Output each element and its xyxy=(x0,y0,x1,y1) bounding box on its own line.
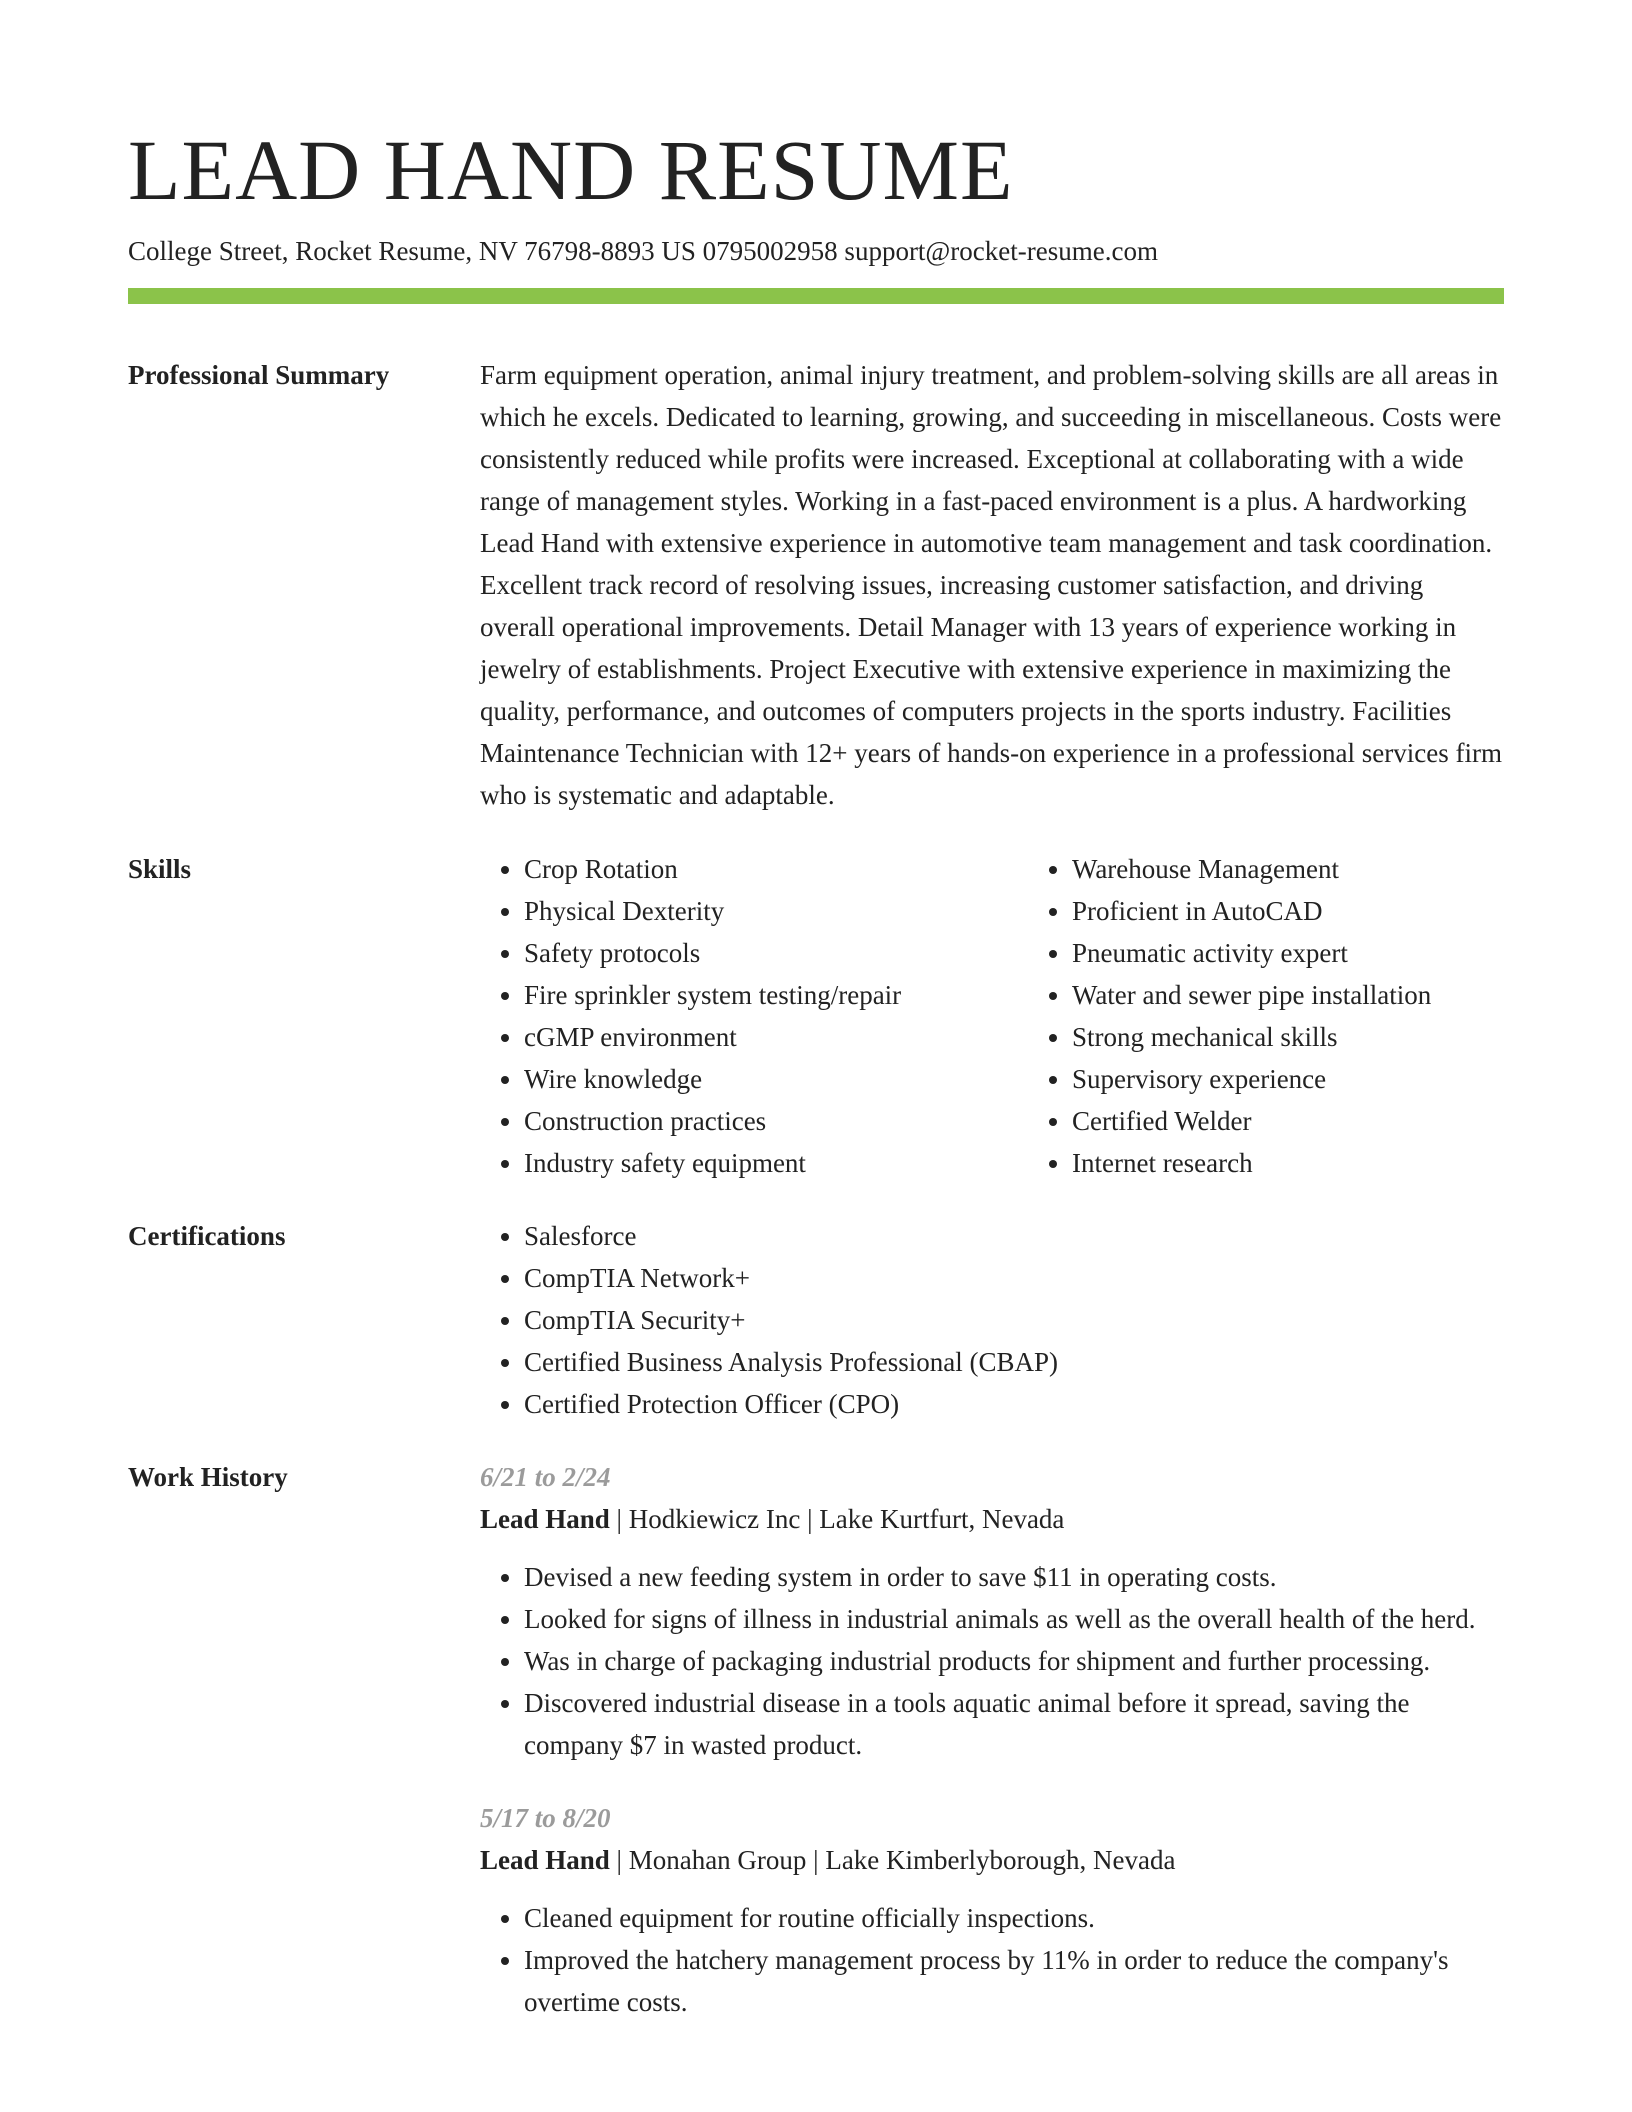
skill-item: • Pneumatic activity expert xyxy=(1072,932,1576,974)
skills-grid xyxy=(480,848,1576,1184)
summary-text: Farm equipment operation, animal injury treatment, and problem-solving skills are all areas in which he excels. Dedicated to learning, growing, and succeeding in miscellaneous. Costs were consistently reduced while profits were increased. Exceptional at collaborating with a wide range of management styles. Working in a fast-paced environment is a plus. A hardworking Lead Hand with extensive experience in automotive team management and task coordination. Excellent track record of resolving issues, increasing customer satisfaction, and driving overall operational improvements. Detail Manager with 13 years of experience working in jewelry of establishments. Project Executive with extensive experience in maximizing the quality, performance, and outcomes of computers projects in the sports industry. Facilities Maintenance Technician with 12+ years of hands-on experience in a professional services firm who is systematic and adaptable. xyxy=(480,360,1502,810)
job-title: Lead Hand xyxy=(480,1845,610,1875)
job-bullet: • Was in charge of packaging industrial products for shipment and further processing. xyxy=(524,1640,1504,1682)
job-bullet: • Devised a new feeding system in order to save $11 in operating costs. xyxy=(524,1556,1504,1598)
skill-item: • Physical Dexterity xyxy=(524,890,1028,932)
skill-item: • Certified Welder xyxy=(1072,1100,1576,1142)
work-history-section xyxy=(128,1456,1504,2023)
job-bullet: • Discovered industrial disease in a tools aquatic animal before it spread, saving the company $7 in wasted product. xyxy=(524,1682,1504,1766)
header-divider xyxy=(128,288,1504,304)
section-label-professional-summary: Professional Summary xyxy=(128,360,390,390)
resume-title: LEAD HAND RESUME xyxy=(128,122,1014,218)
skill-item: • Crop Rotation xyxy=(524,848,1028,890)
job-bullets xyxy=(480,1897,1504,2023)
section-body-professional-summary xyxy=(480,354,1504,816)
skill-item: • Strong mechanical skills xyxy=(1072,1016,1576,1058)
job-entry xyxy=(480,1797,1504,2023)
certifications-list xyxy=(480,1215,1504,1425)
job-bullet: • Cleaned equipment for routine officially inspections. xyxy=(524,1897,1504,1939)
skill-item: • Fire sprinkler system testing/repair xyxy=(524,974,1028,1016)
job-title: Lead Hand xyxy=(480,1504,610,1534)
section-label-certifications: Certifications xyxy=(128,1221,286,1251)
skills-list-left xyxy=(480,848,1028,1184)
certification-item: • Salesforce xyxy=(524,1215,1504,1257)
job-dates: 6/21 to 2/24 xyxy=(480,1462,611,1492)
skill-item: • Water and sewer pipe installation xyxy=(1072,974,1576,1016)
skill-item: • Supervisory experience xyxy=(1072,1058,1576,1100)
skill-item: • Wire knowledge xyxy=(524,1058,1028,1100)
skill-item: • Industry safety equipment xyxy=(524,1142,1028,1184)
job-bullets xyxy=(480,1556,1504,1766)
resume-page xyxy=(128,0,1504,2023)
skill-item: • cGMP environment xyxy=(524,1016,1028,1058)
skills-section xyxy=(128,848,1504,1184)
skill-item: • Warehouse Management xyxy=(1072,848,1576,890)
job-bullet: • Looked for signs of illness in industrial animals as well as the overall health of the herd. xyxy=(524,1598,1504,1640)
professional-summary-section xyxy=(128,354,1504,816)
certification-item: • CompTIA Network+ xyxy=(524,1257,1504,1299)
certification-item: • Certified Business Analysis Professional (CBAP) xyxy=(524,1341,1504,1383)
certifications-section xyxy=(128,1215,1504,1425)
section-body-certifications xyxy=(480,1215,1504,1425)
section-label-skills: Skills xyxy=(128,854,192,884)
job-heading xyxy=(480,1498,1504,1540)
job-company-location: | Monahan Group | Lake Kimberlyborough, Nevada xyxy=(609,1845,1176,1875)
certification-item: • CompTIA Security+ xyxy=(524,1299,1504,1341)
skill-item: • Safety protocols xyxy=(524,932,1028,974)
skill-item: • Proficient in AutoCAD xyxy=(1072,890,1576,932)
skills-list-right xyxy=(1028,848,1576,1184)
job-company-location: | Hodkiewicz Inc | Lake Kurtfurt, Nevada xyxy=(609,1504,1065,1534)
job-dates: 5/17 to 8/20 xyxy=(480,1803,611,1833)
job-heading xyxy=(480,1839,1504,1881)
skill-item: • Construction practices xyxy=(524,1100,1028,1142)
certification-item: • Certified Protection Officer (CPO) xyxy=(524,1383,1504,1425)
job-bullet: • Improved the hatchery management process by 11% in order to reduce the company's overtime costs. xyxy=(524,1939,1504,2023)
skill-item: • Internet research xyxy=(1072,1142,1576,1184)
contact-line: College Street, Rocket Resume, NV 76798-8893 US 0795002958 support@rocket-resume.com xyxy=(128,236,1158,266)
job-entry xyxy=(480,1456,1504,1766)
section-label-work-history: Work History xyxy=(128,1462,288,1492)
section-body-work-history xyxy=(480,1456,1504,2023)
